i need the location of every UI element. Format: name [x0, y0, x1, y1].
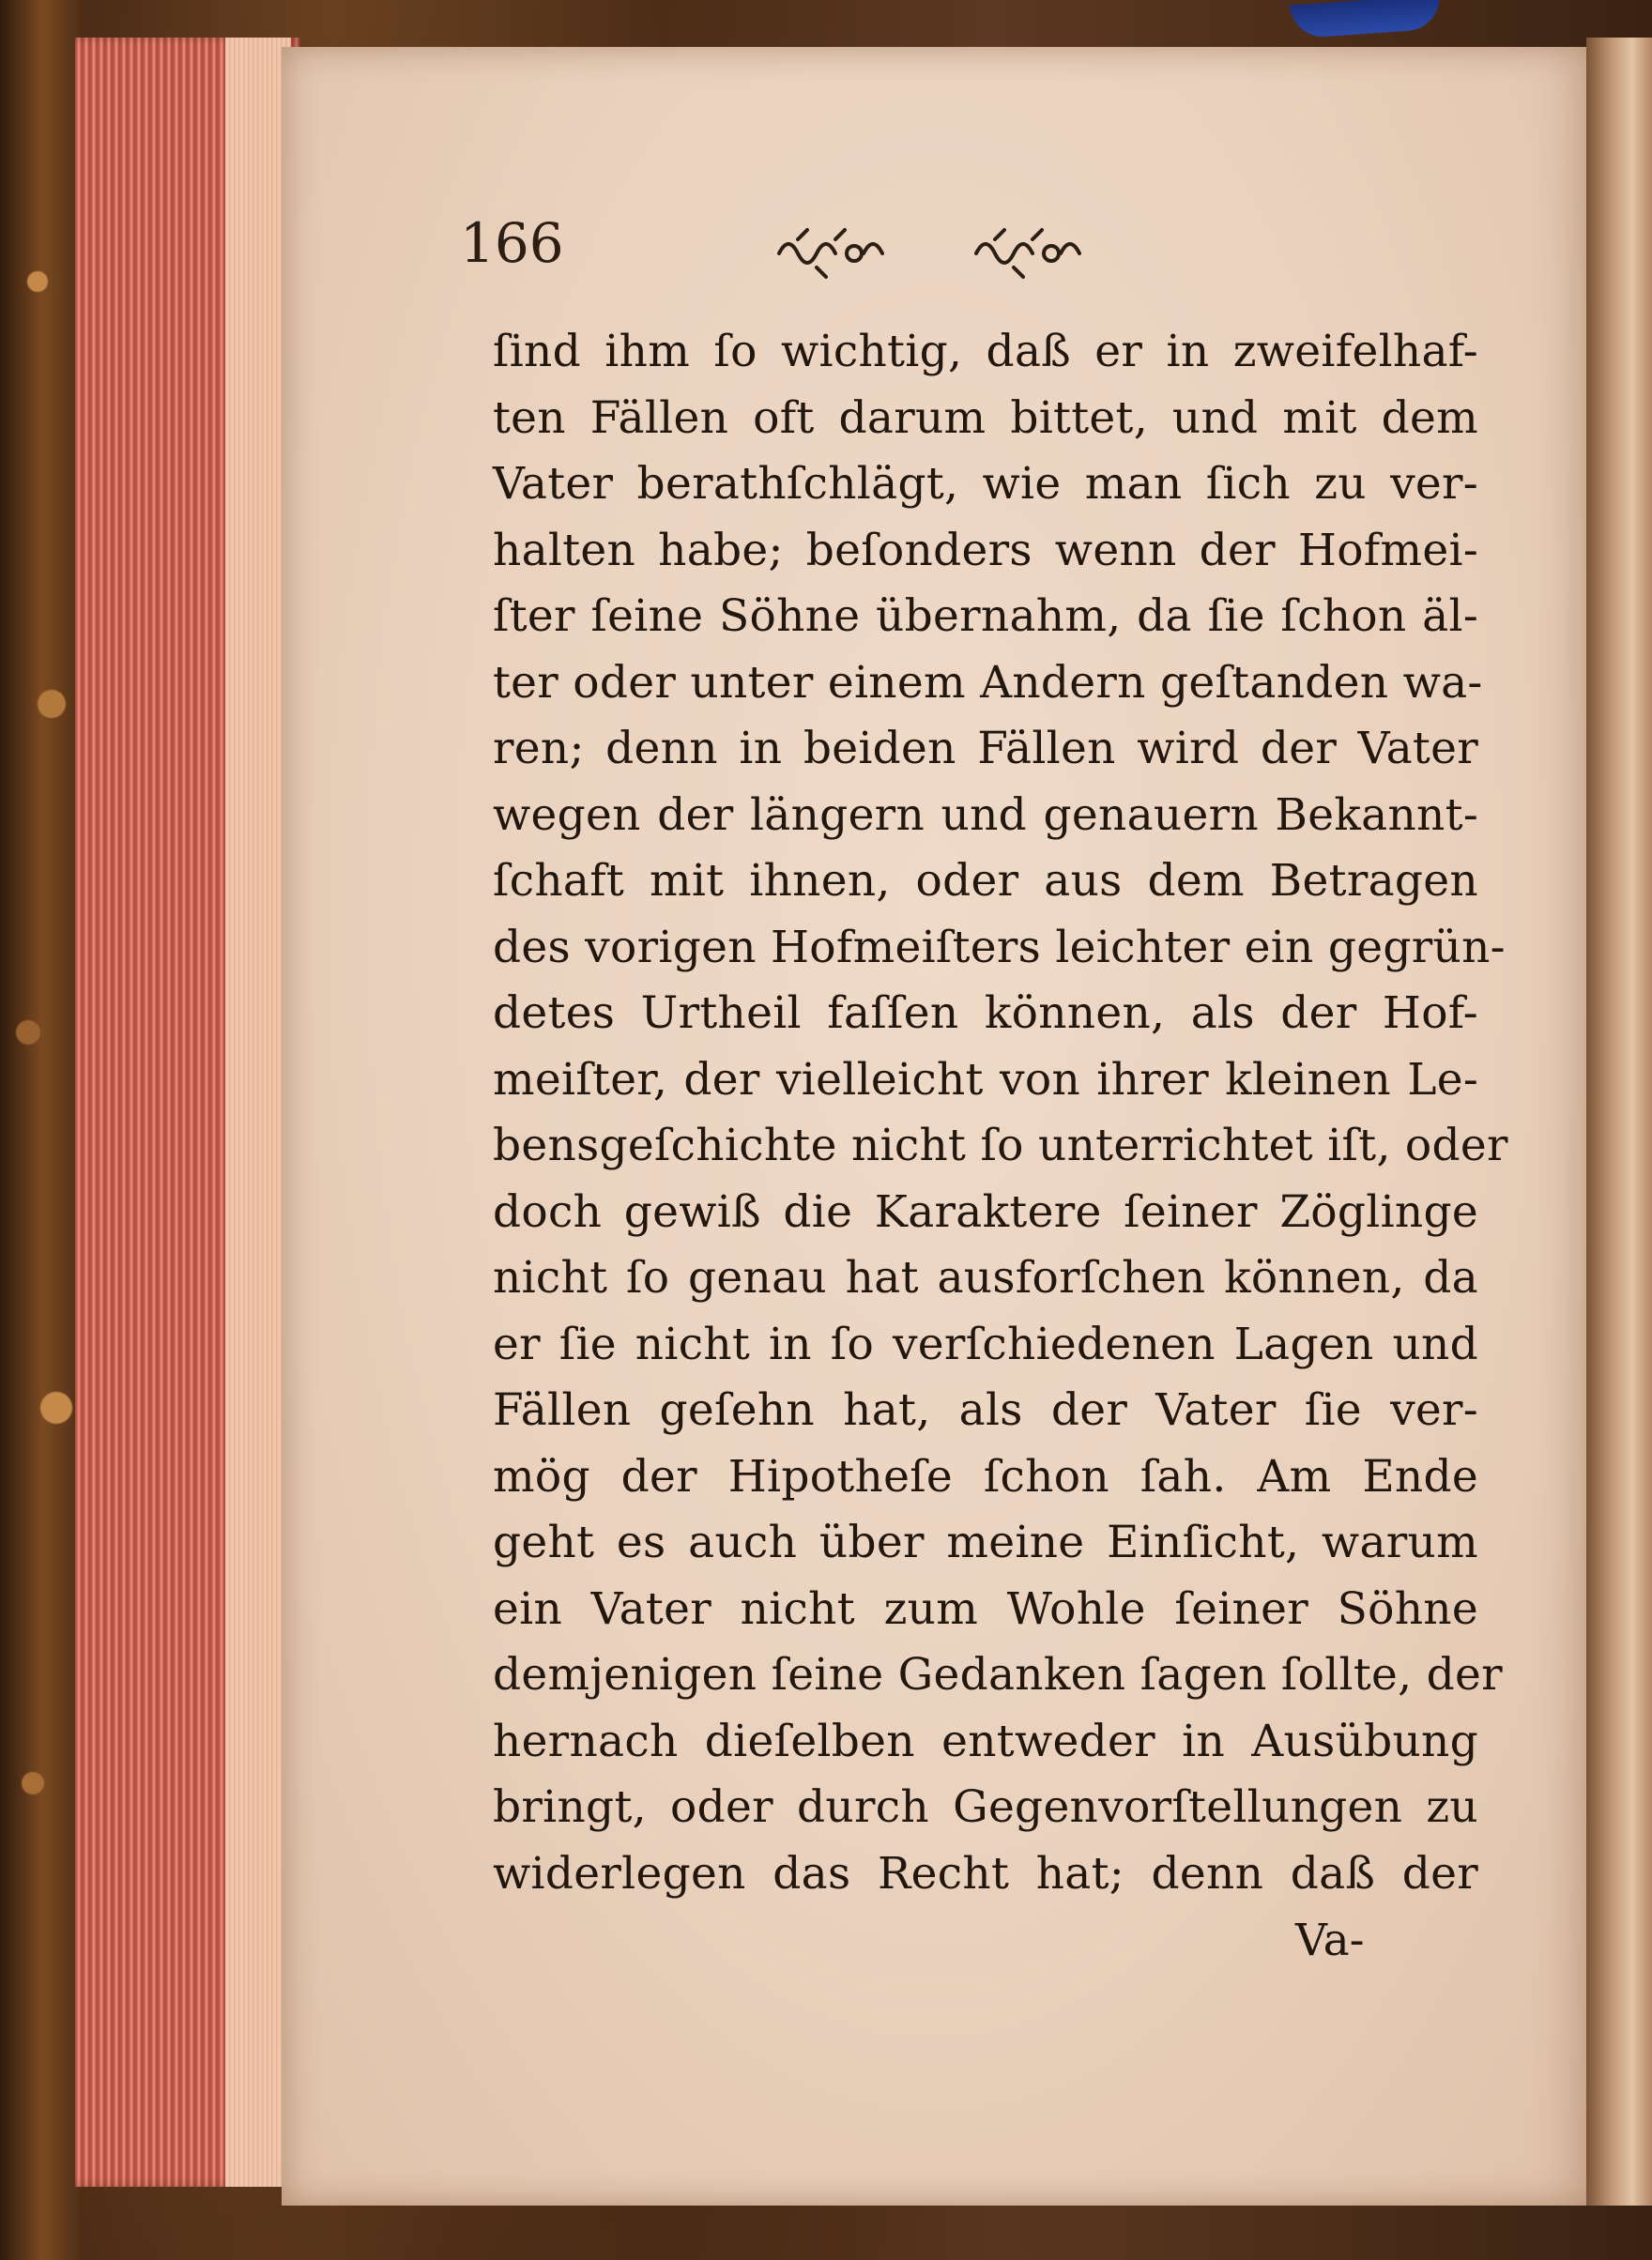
- text-line: meiſter, der vielleicht von ihrer kleinen Le-: [493, 1053, 1478, 1106]
- text-line: er ſie nicht in ſo verſchiedenen Lagen und: [493, 1318, 1478, 1370]
- text-line: demjenigen ſeine Gedanken ſagen ſollte, der: [493, 1649, 1503, 1701]
- text-line: nicht ſo genau hat ausforſchen können, da: [493, 1252, 1478, 1304]
- text-line: halten habe; beſonders wenn der Hofmei-: [493, 524, 1478, 576]
- text-line: ſchaft mit ihnen, oder aus dem Betragen: [493, 855, 1478, 907]
- floral-ornament-icon: [760, 216, 1136, 291]
- catchword: Va-: [1295, 1915, 1365, 1966]
- facing-page-edge: [1586, 38, 1652, 2206]
- text-line: hernach dieſelben entweder in Ausübung: [493, 1715, 1478, 1767]
- text-line: ren; denn in beiden Fällen wird der Vater: [493, 723, 1478, 774]
- text-line: ſind ihm ſo wichtig, daß er in zweifelhaf-: [493, 326, 1478, 377]
- text-line: des vorigen Hofmeiſters leichter ein gegrün-: [493, 921, 1506, 973]
- text-line: ſter ſeine Söhne übernahm, da ſie ſchon äl-: [493, 590, 1478, 642]
- text-line: bensgeſchichte nicht ſo unterrichtet iſt, oder: [493, 1120, 1508, 1171]
- text-line: mög der Hipotheſe ſchon ſah. Am Ende: [493, 1450, 1478, 1503]
- book-cover-edge: [0, 0, 84, 2260]
- text-line: ter oder unter einem Andern geſtanden wa-: [493, 656, 1483, 709]
- page-number: 166: [460, 211, 564, 275]
- text-line: wegen der längern und genauern Bekannt-: [493, 788, 1478, 841]
- text-line: geht es auch über meine Einſicht, warum: [493, 1517, 1478, 1568]
- ribbon-bookmark: [1290, 0, 1442, 39]
- text-line: Vater berathſchlägt, wie man ſich zu ver-: [493, 458, 1478, 510]
- text-line: detes Urtheil faſſen können, als der Hof-: [493, 987, 1478, 1039]
- body-text: [493, 319, 1508, 1907]
- book-page: [282, 47, 1586, 2206]
- text-line: doch gewiß die Karaktere ſeiner Zöglinge: [493, 1185, 1478, 1238]
- text-line: ten Fällen oft darum bittet, und mit dem: [493, 391, 1478, 444]
- text-line: widerlegen das Recht hat; denn daß der: [493, 1847, 1478, 1900]
- text-line: bringt, oder durch Gegenvorſtellungen zu: [493, 1781, 1478, 1833]
- text-line: Fällen geſehn hat, als der Vater ſie ver-: [493, 1384, 1478, 1436]
- text-line: ein Vater nicht zum Wohle ſeiner Söhne: [493, 1582, 1478, 1635]
